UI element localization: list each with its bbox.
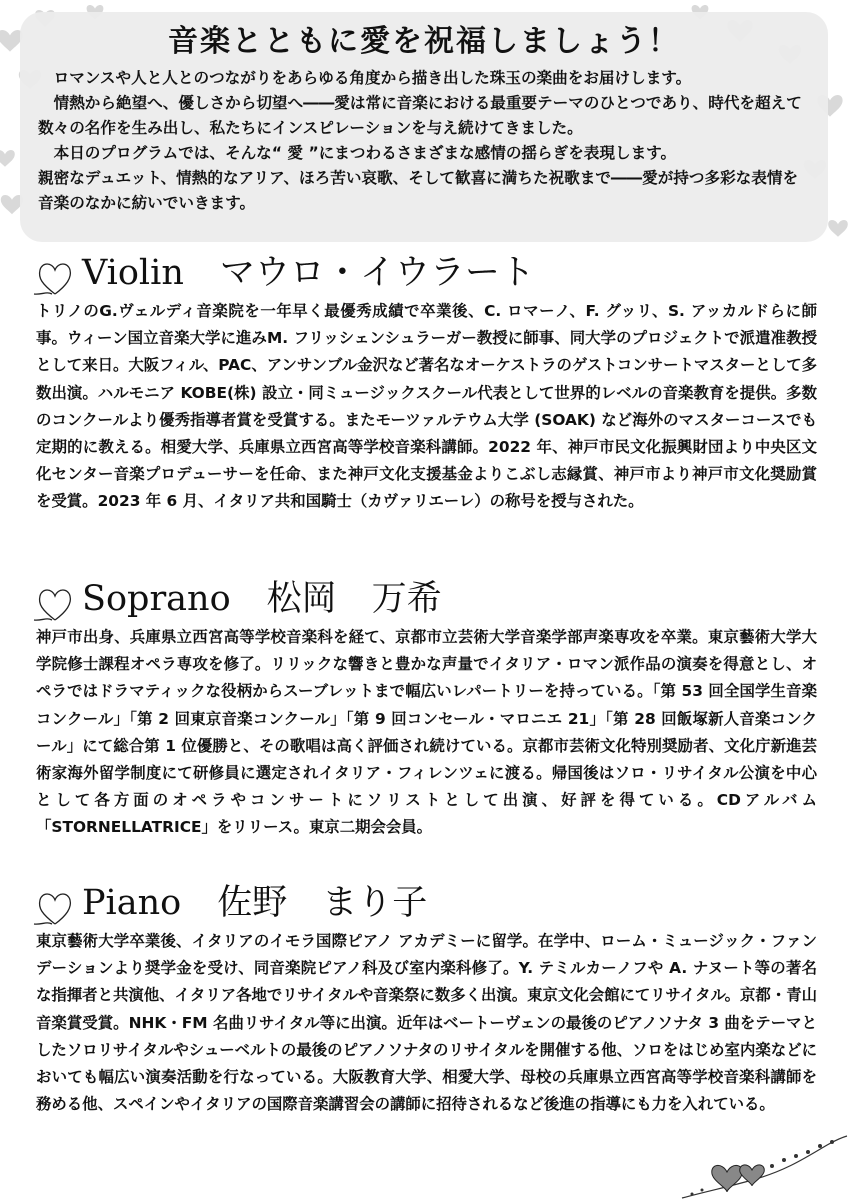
section-title xyxy=(82,880,427,926)
intro-body xyxy=(38,66,810,216)
section-title xyxy=(82,576,442,622)
performer-name: 松岡 万希 xyxy=(266,579,442,619)
intro-paragraph: 親密なデュエット、情熱的なアリア、ほろ苦い哀歌、そして歓喜に満ちた祝歌まで――愛が持つ多彩な表情を音楽のなかに紡いでいきます。 xyxy=(38,169,799,212)
heart-outline-icon xyxy=(32,888,78,928)
heart-outline-icon xyxy=(32,258,78,298)
heart-outline-icon xyxy=(32,584,78,624)
role-label: Piano xyxy=(82,883,182,923)
intro-paragraph: ロマンスや人と人とのつながりをあらゆる角度から描き出した珠玉の楽曲をお届けします。 xyxy=(53,69,692,87)
bio-text: 東京藝術大学卒業後、イタリアのイモラ国際ピアノ アカデミーに留学。在学中、ローム・ミュージック・ファンデーションより奨学金を受け、同音楽院ピアノ科及び室内楽科修了。Y. テミルカーノフや A. ナヌート等の著名な指揮者と共演他、イタリア各地でリサイタルや音楽祭に数多く出演。東京文化会館にてリサイタル。京都・青山音楽賞受賞。NHK・FM 名曲リサイタル等に出演。近年はベートーヴェンの最後のピアノソナタ 3 曲をテーマとしたソロリサイタルやシューベルトの最後のピアノソナタのリサイタルを開催する他、ソロをはじめ室内楽などにおいても幅広い演奏活動を行なっている。大阪教育大学、相愛大学、母校の兵庫県立西宮高等学校音楽科講師を務める他、スペインやイタリアの国際音楽講習会の講師に招待されるなど後進の指導にも力を入れている。 xyxy=(36,932,817,1114)
section-violin xyxy=(0,250,849,516)
heart-ornament-icon xyxy=(672,1120,849,1200)
bio-text: トリノのG.ヴェルディ音楽院を一年早く最優秀成績で卒業後、C. ロマーノ、F. グッリ、S. アッカルドらに師事。ウィーン国立音楽大学に進みM. フリッシェンシュラーガー教授に師事、同大学のプロジェクトで派遣准教授として来日。大阪フィル、PAC、アンサンブル金沢など著名なオーケストラのゲストコンサートマスターとして多数出演。ハルモニア KOBE(株) 設立・同ミュージックスクール代表として世界的レベルの音楽教育を提供。多数のコンクールより優秀指導者賞を受賞する。またモーツァルテウム大学 (SOAK) など海外のマスターコースでも定期的に教える。相愛大学、兵庫県立西宮高等学校音楽科講師。2022 年、神戸市民文化振興財団より中央区文化センター音楽プロデューサーを任命、また神戸文化支援基金よりこぶし志縁賞、神戸市より神戸市文化奨励賞を受賞。2023 年 6 月、イタリア共和国騎士（カヴァリエーレ）の称号を授与された。 xyxy=(36,302,817,511)
performer-name: マウロ・イウラート xyxy=(219,253,535,293)
intro-panel xyxy=(20,12,828,242)
intro-title: 音楽とともに愛を祝福しましょう！ xyxy=(168,24,680,59)
intro-paragraph: 情熱から絶望へ、優しさから切望へ――愛は常に音楽における最重要テーマのひとつであり、時代を超えて数々の名作を生み出し、私たちにインスピレーションを与え続けてきました。 xyxy=(38,94,802,137)
performer-name: 佐野 まり子 xyxy=(217,883,428,923)
bio-text: 神戸市出身、兵庫県立西宮高等学校音楽科を経て、京都市立芸術大学音楽学部声楽専攻を卒業。東京藝術大学大学院修士課程オペラ専攻を修了。リリックな響きと豊かな声量でイタリア・ロマン派作品の演奏を得意とし、オペラではドラマティックな役柄からスーブレットまで幅広いレパートリーを持っている。「第 53 回全国学生音楽コンクール」「第 2 回東京音楽コンクール」「第 9 回コンセール・マロニエ 21」「第 28 回飯塚新人音楽コンクール」にて総合第 1 位優勝と、その歌唱は高く評価され続けている。京都市芸術文化特別奨励者、文化庁新進芸術家海外留学制度にて研修員に選定されイタリア・フィレンツェに渡る。帰国後はソロ・リサイタル公演を中心として各方面のオペラやコンサートにソリストとして出演、好評を得ている。CDアルバム「STORNELLATRICE」をリリース。東京二期会会員。 xyxy=(36,628,817,837)
section-header xyxy=(0,250,849,298)
section-header xyxy=(0,576,849,624)
section-soprano xyxy=(0,576,849,842)
section-piano xyxy=(0,880,849,1118)
section-title xyxy=(82,250,535,296)
intro-paragraph: 本日のプログラムでは、そんな“ 愛 ”にまつわるさまざまな感情の揺らぎを表現します。 xyxy=(53,144,677,162)
section-header xyxy=(0,880,849,928)
role-label: Violin xyxy=(82,253,184,293)
role-label: Soprano xyxy=(82,579,231,619)
